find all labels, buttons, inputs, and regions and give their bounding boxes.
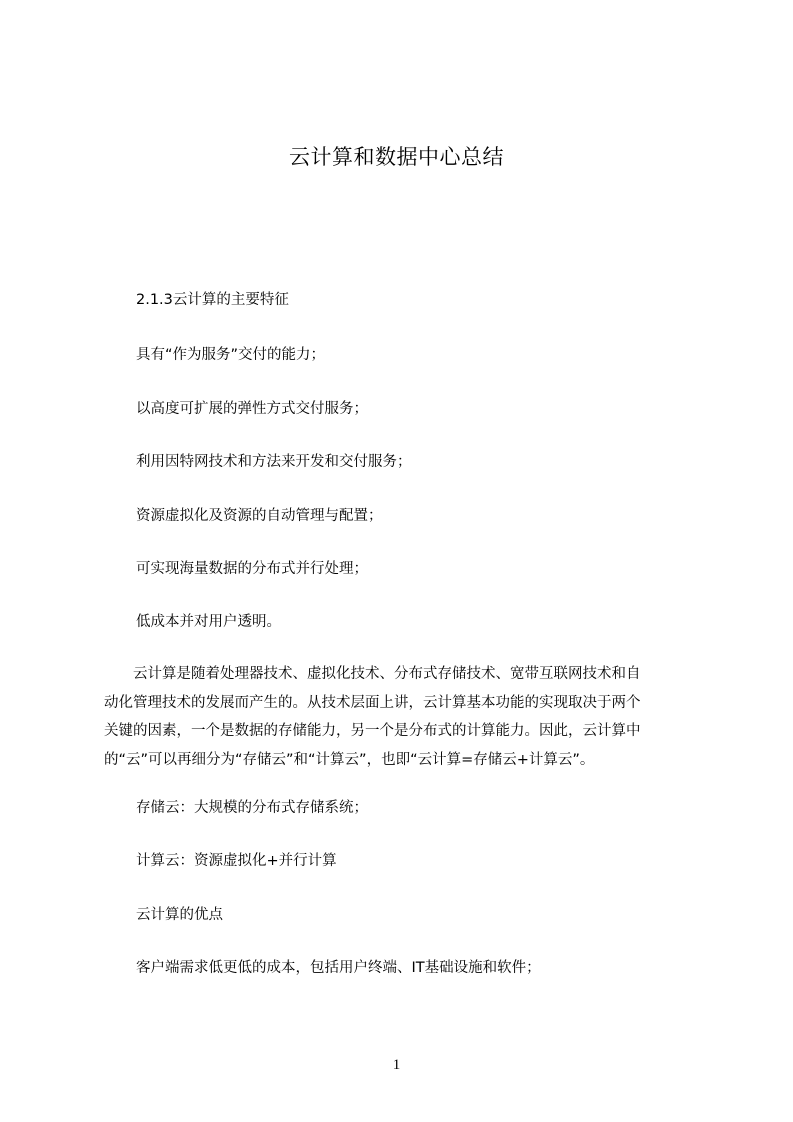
feature-item: 低成本并对用户透明。: [136, 614, 281, 630]
paragraph-line: 关键的因素，一个是数据的存储能力，另一个是分布式的计算能力。因此，云计算中: [104, 723, 641, 739]
feature-item: 可实现海量数据的分布式并行处理；: [136, 561, 368, 577]
compute-cloud-line: 计算云：资源虚拟化+并行计算: [136, 853, 337, 869]
feature-item: 具有“作为服务”交付的能力；: [136, 347, 326, 363]
feature-item: 资源虚拟化及资源的自动管理与配置；: [136, 508, 383, 524]
section-heading: 2.1.3云计算的主要特征: [136, 292, 289, 308]
paragraph-line: 动化管理技术的发展而产生的。从技术层面上讲，云计算基本功能的实现取决于两个: [104, 694, 641, 711]
paragraph-line: 云计算是随着处理器技术、虚拟化技术、分布式存储技术、宽带互联网技术和自: [104, 666, 641, 682]
storage-cloud-line: 存储云：大规模的分布式存储系统；: [136, 800, 368, 816]
document-title: 云计算和数据中心总结: [289, 145, 504, 169]
paragraph-line: 的“云”可以再细分为“存储云”和“计算云”，也即“云计算=存储云+计算云”。: [104, 751, 595, 768]
body-paragraph: [104, 660, 700, 774]
feature-item: 利用因特网技术和方法来开发和交付服务；: [136, 454, 412, 470]
advantages-heading: 云计算的优点: [136, 907, 223, 923]
advantage-item: 客户端需求低更低的成本，包括用户终端、IT基础设施和软件；: [136, 960, 541, 976]
page-number: 1: [392, 1057, 401, 1073]
feature-item: 以高度可扩展的弹性方式交付服务；: [136, 401, 368, 417]
